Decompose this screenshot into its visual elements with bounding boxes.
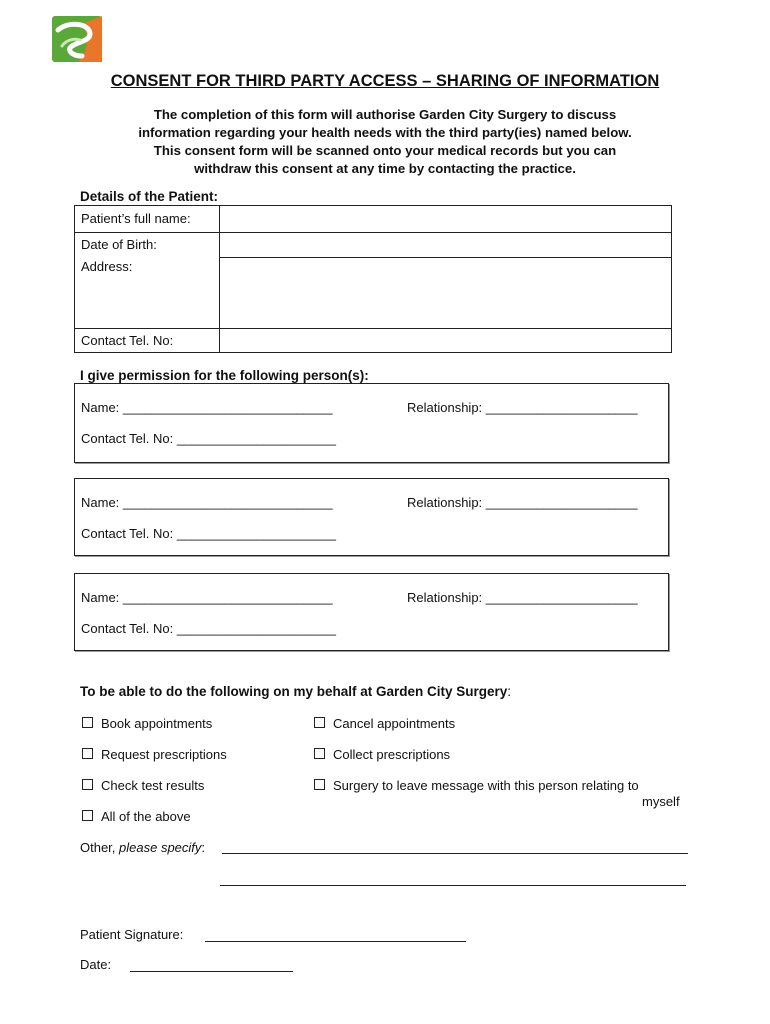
person-contact-field[interactable]: Contact Tel. No: ______________________ — [81, 621, 336, 636]
checkbox-label: All of the above — [101, 809, 191, 824]
intro-line: information regarding your health needs with the third party(ies) named below. — [138, 125, 632, 140]
signature-label: Patient Signature: — [80, 927, 184, 942]
person-relationship-field[interactable]: Relationship: _____________________ — [407, 400, 638, 415]
person-contact-field[interactable]: Contact Tel. No: ______________________ — [81, 526, 336, 541]
other-label-italic: please specify — [119, 840, 202, 855]
other-label-text: Other, — [80, 840, 120, 855]
dob-label: Date of Birth: — [81, 237, 157, 252]
permission-heading: I give permission for the following person(s): — [80, 368, 369, 383]
date-label: Date: — [80, 957, 112, 972]
contact-field[interactable] — [221, 330, 669, 351]
person-name-field[interactable]: Name: _____________________________ — [81, 590, 333, 605]
checkbox-all-of-the-above[interactable] — [82, 809, 191, 824]
actions-heading-colon: : — [507, 684, 512, 699]
checkbox-label: Cancel appointments — [333, 716, 456, 731]
person-contact-field[interactable]: Contact Tel. No: ______________________ — [81, 431, 336, 446]
checkbox-label: Check test results — [101, 778, 205, 793]
checkbox-book-appointments[interactable] — [82, 716, 212, 731]
page-title: CONSENT FOR THIRD PARTY ACCESS – SHARING OF INFORMATION — [110, 72, 660, 90]
checkbox-collect-prescriptions[interactable] — [314, 747, 450, 762]
patient-details-table — [74, 205, 672, 353]
actions-heading-text: To be able to do the following on my behalf at Garden City Surgery — [80, 684, 508, 699]
address-field[interactable] — [221, 259, 669, 327]
row-divider — [75, 328, 671, 329]
person-box-2 — [74, 478, 669, 556]
patient-heading: Details of the Patient: — [80, 189, 219, 204]
person-box-3 — [74, 573, 669, 651]
person-box-1 — [74, 383, 669, 463]
person-relationship-field[interactable]: Relationship: _____________________ — [407, 590, 638, 605]
intro-line: The completion of this form will authorise Garden City Surgery to discuss — [153, 107, 617, 122]
row-divider — [75, 232, 671, 233]
intro-line: This consent form will be scanned onto your medical records but you can — [153, 143, 617, 158]
full-name-field[interactable] — [221, 207, 669, 231]
intro-line: withdraw this consent at any time by contacting the practice. — [194, 161, 576, 176]
row-divider — [219, 257, 671, 258]
checkbox-square[interactable] — [314, 717, 325, 728]
checkbox-square[interactable] — [314, 748, 325, 759]
other-label-colon: : — [201, 840, 206, 855]
signature-input-line[interactable] — [205, 941, 466, 942]
checkbox-square[interactable] — [82, 779, 93, 790]
date-input-line[interactable] — [130, 971, 293, 972]
other-input-line-1[interactable] — [222, 853, 688, 854]
checkbox-label: Book appointments — [101, 716, 213, 731]
checkbox-label: Request prescriptions — [101, 747, 227, 762]
person-name-field[interactable]: Name: _____________________________ — [81, 400, 333, 415]
other-input-line-2[interactable] — [220, 885, 686, 886]
dob-field[interactable] — [221, 234, 669, 256]
actions-heading — [80, 684, 511, 699]
person-relationship-field[interactable]: Relationship: _____________________ — [407, 495, 638, 510]
full-name-label: Patient’s full name: — [81, 211, 191, 226]
checkbox-square[interactable] — [82, 717, 93, 728]
contact-label: Contact Tel. No: — [81, 333, 174, 348]
checkbox-square[interactable] — [314, 779, 325, 790]
checkbox-square[interactable] — [82, 748, 93, 759]
checkbox-label: Surgery to leave message with this person relating to — [333, 778, 639, 793]
checkbox-label: Collect prescriptions — [333, 747, 451, 762]
address-label: Address: — [81, 259, 133, 274]
checkbox-cancel-appointments[interactable] — [314, 716, 455, 731]
other-label — [80, 840, 205, 855]
checkbox-label-continued: myself — [642, 794, 680, 809]
green-swoosh-logo — [52, 16, 102, 62]
intro-paragraph — [60, 106, 710, 178]
checkbox-check-test-results[interactable] — [82, 778, 204, 793]
checkbox-request-prescriptions[interactable] — [82, 747, 227, 762]
person-name-field[interactable]: Name: _____________________________ — [81, 495, 333, 510]
checkbox-square[interactable] — [82, 810, 93, 821]
column-divider — [219, 206, 220, 352]
checkbox-leave-message[interactable] — [314, 778, 639, 793]
